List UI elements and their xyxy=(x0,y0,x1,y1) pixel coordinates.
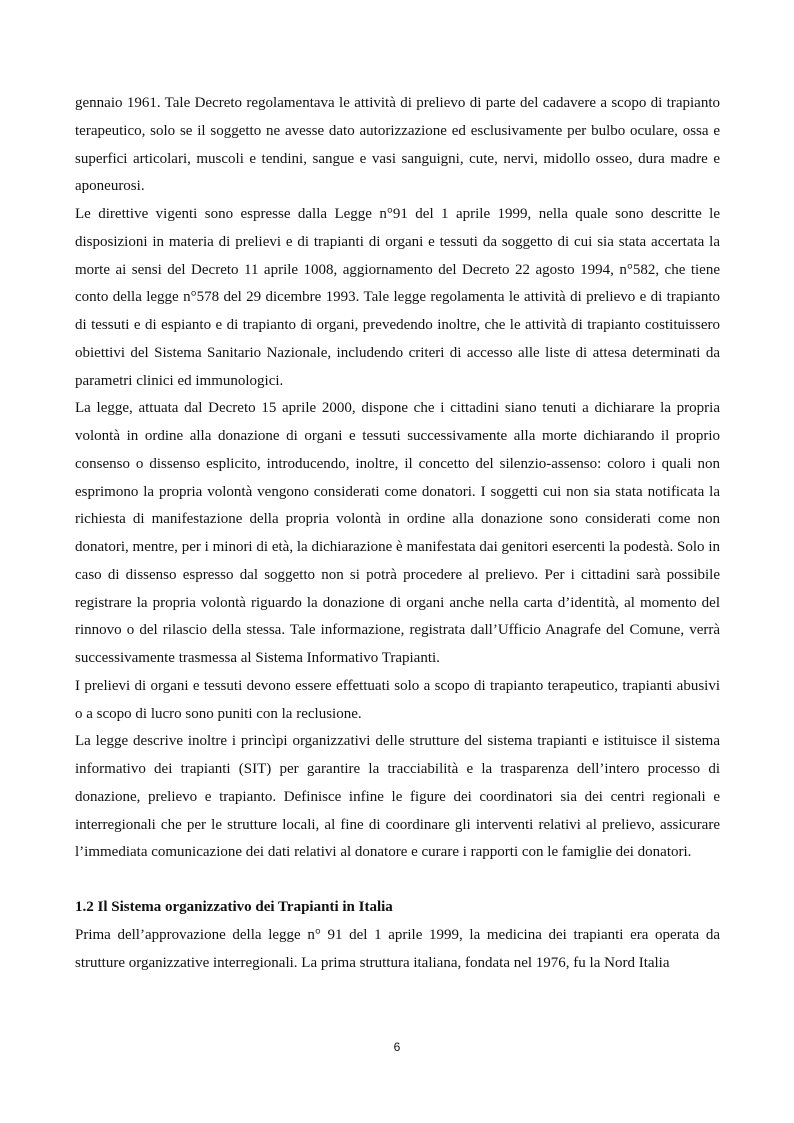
document-page xyxy=(75,90,720,977)
paragraph-prelievi: I prelievi di organi e tessuti devono essere effettuati solo a scopo di trapianto terapeutico, trapianti abusivi o a scopo di lucro sono puniti con la reclusione. xyxy=(75,677,720,722)
paragraph-organizational-principles: La legge descrive inoltre i princìpi organizzativi delle strutture del sistema trapianti e istituisce il sistema informativo dei trapianti (SIT) per garantire la tracciabilità e la trasparenza dell’intero processo di donazione, prelievo e trapianto. Definisce infine le figure dei coordinatori sia dei centri regionali e interregionali che per le strutture locali, al fine di coordinare gli interventi relativi al prelievo, assicurare l’immediata comunicazione dei dati relativi al donatore e curare i rapporti con le famiglie dei donatori. xyxy=(75,733,720,861)
paragraph-decree-2000: La legge, attuata dal Decreto 15 aprile 2000, dispone che i cittadini siano tenuti a dichiarare la propria volontà in ordine alla donazione di organi e tessuti successivamente alla morte dichiarando il proprio consenso o dissenso esplicito, introducendo, inoltre, il concetto del silenzio-assenso: coloro i quali non esprimono la propria volontà vengono considerati come donatori. I soggetti cui non sia stata notificata la richiesta di manifestazione della propria volontà in ordine alla donazione sono considerati come non donatori, mentre, per i minori di età, la dichiarazione è manifestata dai genitori esercenti la podestà. Solo in caso di dissenso espresso dal soggetto non si potrà procedere al prelievo. Per i cittadini sarà possibile registrare la propria volontà riguardo la donazione di organi anche nella carta d’identità, al momento del rinnovo o del rilascio della stessa. Tale informazione, registrata dall’Ufficio Anagrafe del Comune, verrà successivamente trasmessa al Sistema Informativo Trapianti. xyxy=(75,400,720,666)
paragraph-law-91-1999: Le direttive vigenti sono espresse dalla Legge n°91 del 1 aprile 1999, nella quale sono descritte le disposizioni in materia di prelievi e di trapianti di organi e tessuti da soggetto di cui sia stata accertata la morte ai sensi del Decreto 11 aprile 1008, aggiornamento del Decreto 22 agosto 1994, n°582, che tiene conto della legge n°578 del 29 dicembre 1993. Tale legge regolamenta le attività di prelievo e di trapianto di tessuti e di espianto e di trapianto di organi, prevedendo inoltre, che le attività di trapianto costituissero obiettivi del Sistema Sanitario Nazionale, includendo criteri di accesso alle liste di attesa determinati da parametri clinici ed immunologici. xyxy=(75,206,720,389)
paragraph-decree-1961: gennaio 1961. Tale Decreto regolamentava le attività di prelievo di parte del cadavere a scopo di trapianto terapeutico, solo se il soggetto ne avesse dato autorizzazione ed esclusivamente per bulbo oculare, ossa e superfici articolari, muscoli e tendini, sangue e vasi sanguigni, cute, nervi, midollo osseo, dura madre e aponeurosi. xyxy=(75,95,720,195)
page-number: 6 xyxy=(393,1040,401,1054)
paragraph-organizational-system: Prima dell’approvazione della legge n° 91 del 1 aprile 1999, la medicina dei trapianti era operata da strutture organizzative interregionali. La prima struttura italiana, fondata nel 1976, fu la Nord Italia xyxy=(75,926,720,971)
section-heading: 1.2 Il Sistema organizzativo dei Trapianti in Italia xyxy=(75,899,393,915)
section-spacer xyxy=(75,867,720,894)
